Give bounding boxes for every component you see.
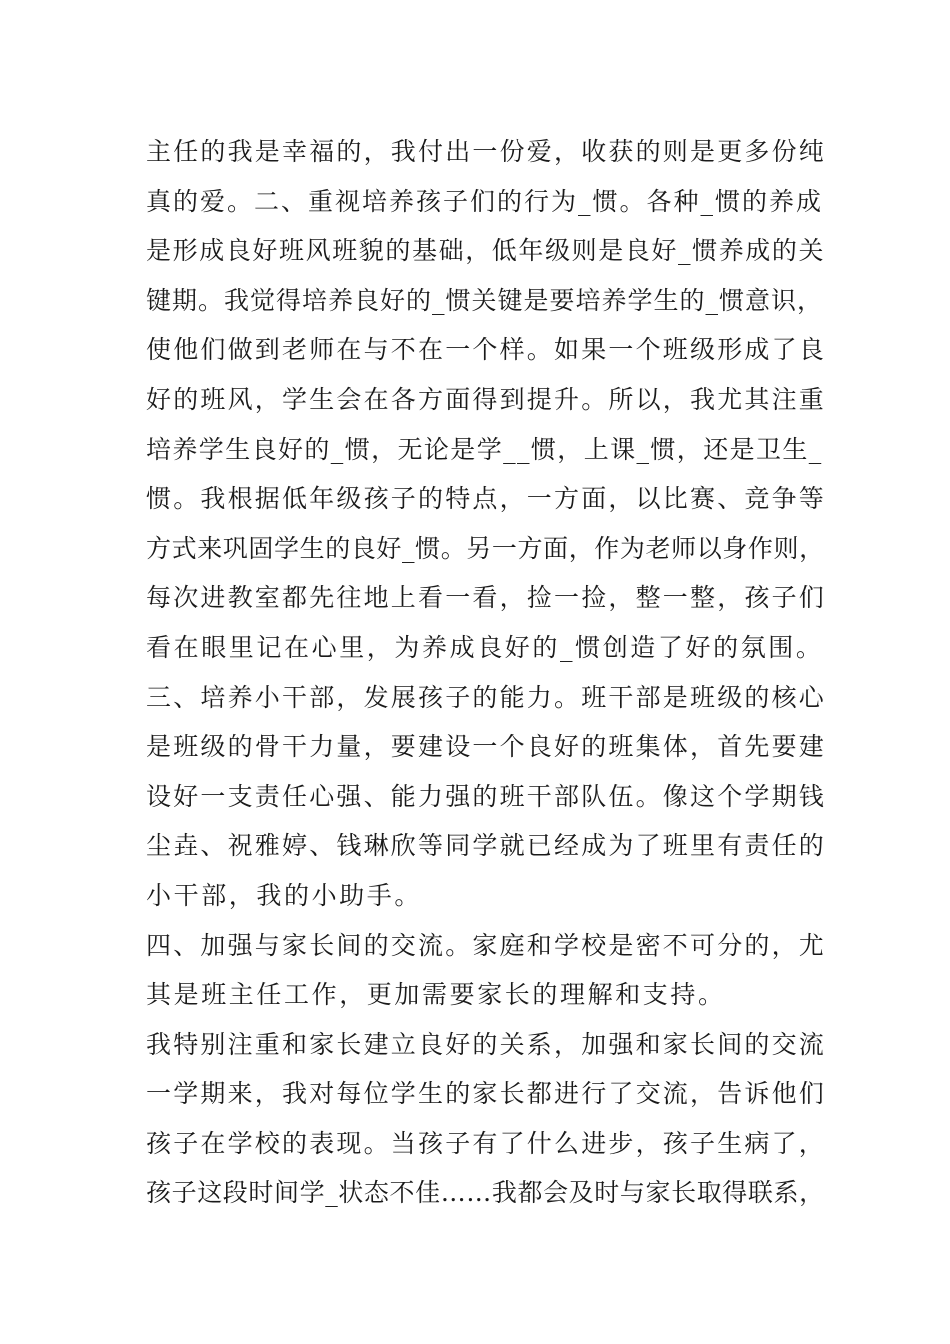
body-text xyxy=(146,127,826,1218)
text-line: 是形成良好班风班貌的基础，低年级则是良好_惯养成的关 xyxy=(146,236,826,266)
text-line: 四、加强与家长间的交流。家庭和学校是密不可分的，尤 xyxy=(146,930,827,960)
text-line: 主任的我是幸福的，我付出一份爱，收获的则是更多份纯 xyxy=(146,137,827,166)
text-line: 三、培养小干部，发展孩子的能力。班干部是班级的核心 xyxy=(146,682,827,712)
text-line: 设好一支责任心强、能力强的班干部队伍。像这个学期钱 xyxy=(146,781,827,811)
text-line: 一学期来，我对每位学生的家长都进行了交流，告诉他们 xyxy=(146,1079,827,1109)
text-line: 看在眼里记在心里，为养成良好的_惯创造了好的氛围。 xyxy=(146,632,824,662)
text-line: 键期。我觉得培养良好的_惯关键是要培养学生的_惯意识， xyxy=(146,285,824,315)
text-line: 其是班主任工作，更加需要家长的理解和支持。 xyxy=(146,980,726,1010)
text-line: 使他们做到老师在与不在一个样。如果一个班级形成了良 xyxy=(146,335,827,365)
text-line: 惯。我根据低年级孩子的特点，一方面，以比赛、竞争等 xyxy=(146,484,827,514)
text-line: 方式来巩固学生的良好_惯。另一方面，作为老师以身作则， xyxy=(146,533,825,563)
text-line: 孩子在学校的表现。当孩子有了什么进步，孩子生病了， xyxy=(146,1128,827,1158)
text-line: 每次进教室都先往地上看一看，捡一捡，整一整，孩子们 xyxy=(146,583,827,613)
text-line: 好的班风，学生会在各方面得到提升。所以，我尤其注重 xyxy=(146,384,827,414)
text-line: 孩子这段时间学_状态不佳……我都会及时与家长取得联系， xyxy=(146,1178,825,1208)
text-line: 小干部，我的小助手。 xyxy=(146,880,423,910)
text-line: 我特别注重和家长建立良好的关系，加强和家长间的交流 xyxy=(146,1029,827,1059)
text-line: 是班级的骨干力量，要建设一个良好的班集体，首先要建 xyxy=(146,732,827,762)
text-line: 真的爱。二、重视培养孩子们的行为_惯。各种_惯的养成 xyxy=(146,186,824,216)
text-line: 尘垚、祝雅婷、钱琳欣等同学就已经成为了班里有责任的 xyxy=(146,831,827,861)
text-line: 培养学生良好的_惯，无论是学__惯，上课_惯，还是卫生_ xyxy=(146,434,823,464)
